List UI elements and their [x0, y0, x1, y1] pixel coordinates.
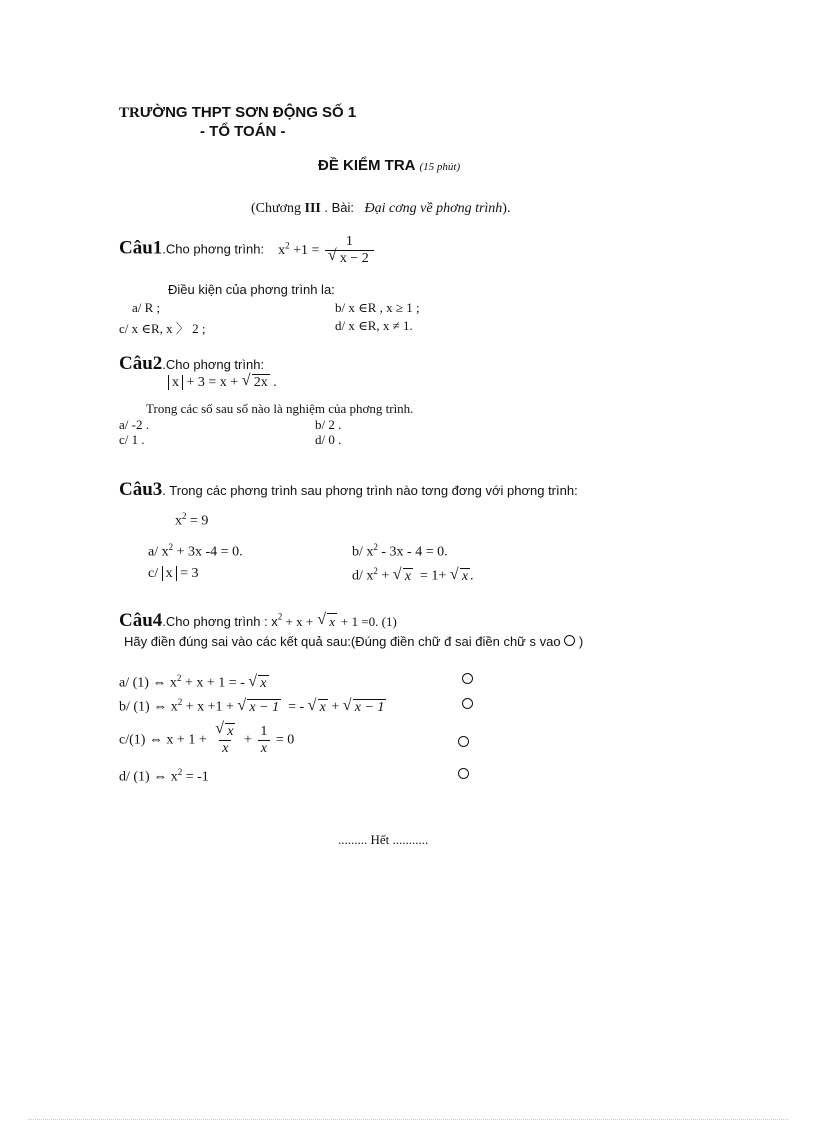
q4-statement-b: b/ (1) ⇔ $x^2 + x +1$ + √ x − 1 = - √ x + √ x − 1: [119, 696, 385, 715]
exam-duration: (15 phút): [419, 161, 461, 173]
q4-statement-a: a/ (1) ⇔ $x^2 + x + 1$ = - √ x: [119, 672, 267, 691]
q3-option-b: b/ $x^2 - 3x - 4 = 0$.: [352, 542, 448, 560]
chapter-line: (Chương III . Bài: Đại cơng về phơng trình).: [251, 200, 511, 216]
q2-option-c: c/ 1 .: [119, 432, 145, 447]
q2-equation: x + 3 = x + √ 2x .: [168, 375, 277, 391]
exam-title: ĐỀ KIỂM TRA (15 phút): [318, 157, 461, 174]
q4-c-fraction-2: $\frac{1}{x}$: [257, 724, 270, 757]
page-bottom-rule: [28, 1119, 788, 1120]
school-name: TRƯỜNG THPT SƠN ĐỘNG SỐ 1: [119, 104, 357, 121]
q3-option-a: a/ $x^2 + 3x$ -4 = 0.: [148, 542, 243, 560]
q1-option-a: a/ R ;: [132, 300, 161, 315]
question-3: Câu3. Trong các phơng trình sau phơng trình nào tơng đơng với phơng trình:: [119, 479, 578, 500]
q1-condition: Điều kiện của phơng trình la:: [168, 282, 335, 297]
q1-option-d: d/ x ∈R, x ≠ 1.: [335, 318, 413, 333]
q4-c-fraction-1: √ x x: [215, 720, 234, 756]
q3-equation: $x^2 = 9$: [175, 511, 209, 529]
q2-option-a: a/ -2 .: [119, 417, 149, 432]
end-marker: ......... Hết ...........: [338, 832, 429, 847]
q2-prompt: Trong các số sau số nào là nghiệm của phơng trình.: [146, 401, 414, 416]
q1-equation: $x^2 +1$ = 1 √ x − 2: [278, 243, 376, 258]
q1-option-c: c/ x ∈R, x 〉 2 ;: [119, 321, 206, 336]
q3-option-c: c/ x = 3: [148, 566, 199, 581]
answer-circle-c[interactable]: [458, 736, 469, 747]
q3-option-d: d/ $x^2$ + √ x = 1+ √ x .: [352, 565, 474, 584]
q1-option-b: b/ x ∈R , x ≥ 1 ;: [335, 300, 420, 315]
q1-fraction: 1 √ x − 2: [325, 234, 374, 267]
answer-circle-b[interactable]: [462, 698, 473, 709]
answer-circle-icon: [564, 635, 575, 646]
q4-statement-d: d/ (1) ⇔ $x^2 = -1$: [119, 767, 209, 785]
q4-statement-c: c/(1) ⇔ x + 1 + √ x x + $\frac{1}{x}$ = 0: [119, 720, 295, 756]
q2-option-b: b/ 2 .: [315, 417, 342, 432]
answer-circle-d[interactable]: [458, 768, 469, 779]
question-1: Câu1.Cho phơng trình: $x^2 +1$ = 1 √ x − 2: [119, 234, 376, 267]
question-2: Câu2.Cho phơng trình:: [119, 353, 265, 374]
department-name: - TỔ TOÁN -: [200, 123, 286, 140]
q4-instruction: Hãy điền đúng sai vào các kết quả sau:(Đúng điền chữ đ sai điền chữ s vao ): [124, 634, 584, 649]
q2-option-d: d/ 0 .: [315, 432, 342, 447]
question-4: Câu4.Cho phơng trình : $x^2 + x$ + √ x + 1 =0. (1): [119, 610, 397, 631]
answer-circle-a[interactable]: [462, 673, 473, 684]
